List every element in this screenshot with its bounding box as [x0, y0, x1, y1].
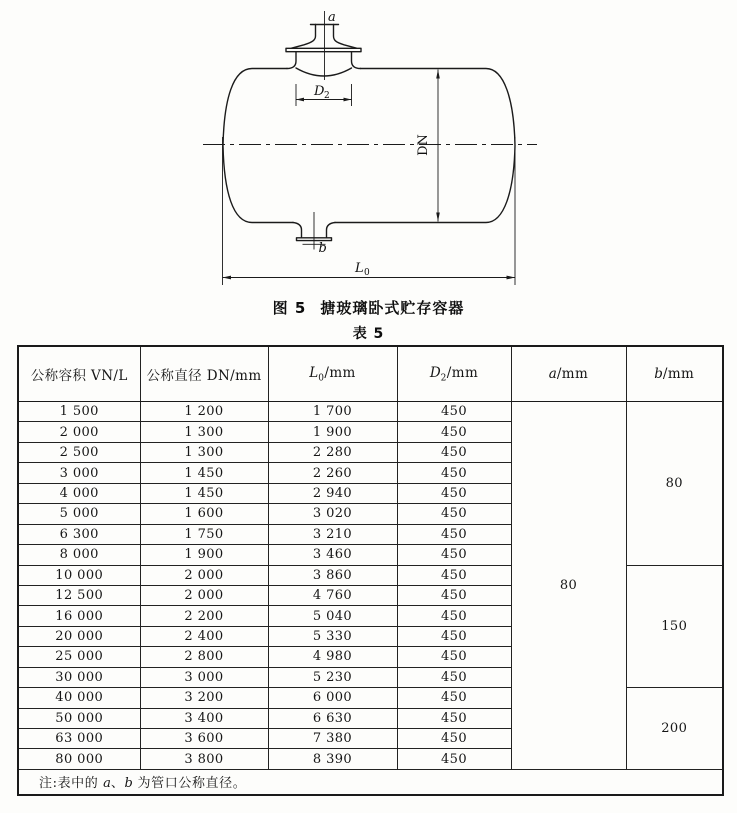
table-cell: 63 000 — [18, 729, 140, 749]
header-d2: $D_2/mm$ — [397, 346, 511, 402]
table-cell: 450 — [397, 463, 511, 483]
table-cell: 50 000 — [18, 708, 140, 728]
table-cell: 3 200 — [140, 688, 268, 708]
label-l0-sym: L — [355, 261, 364, 276]
header-b: b/mm — [626, 346, 723, 402]
b-col-merged-cell: 80 — [626, 402, 723, 566]
table-cell: 4 000 — [18, 483, 140, 503]
header-row — [18, 346, 723, 402]
table-caption: 表 5 — [352, 326, 385, 342]
header-a: a/mm — [511, 346, 626, 402]
table-cell: 450 — [397, 647, 511, 667]
table-cell: 20 000 — [18, 626, 140, 646]
table-cell: 6 000 — [268, 688, 397, 708]
table-cell: 4 760 — [268, 585, 397, 605]
dim-d2 — [296, 84, 352, 106]
table-cell: 5 330 — [268, 626, 397, 646]
header-l0: $L_0/mm$ — [268, 346, 397, 402]
figure-number: 图 5 — [272, 299, 307, 317]
table-note: 注:表中的 a、b 为管口公称直径。 — [18, 769, 723, 795]
table-cell: 2 260 — [268, 463, 397, 483]
table-cell: 1 450 — [140, 483, 268, 503]
table-cell: 5 040 — [268, 606, 397, 626]
table-cell: 4 980 — [268, 647, 397, 667]
table-cell: 450 — [397, 667, 511, 687]
table-cell: 1 700 — [268, 402, 397, 422]
table-body — [18, 402, 723, 770]
table-cell: 1 600 — [140, 504, 268, 524]
a-col-merged-cell: 80 — [511, 402, 626, 770]
spec-table — [17, 345, 724, 796]
table-cell: 1 750 — [140, 524, 268, 544]
table-cell: 1 300 — [140, 422, 268, 442]
label-top-nozzle: a — [328, 10, 336, 25]
dim-l0 — [223, 137, 516, 285]
table-cell: 450 — [397, 504, 511, 524]
table-cell: 450 — [397, 524, 511, 544]
table-cell: 2 400 — [140, 626, 268, 646]
table-cell: 30 000 — [18, 667, 140, 687]
table-cell: 3 400 — [140, 708, 268, 728]
table-cell: 10 000 — [18, 565, 140, 585]
table-cell: 3 000 — [140, 667, 268, 687]
table-cell: 80 000 — [18, 749, 140, 769]
table-cell: 450 — [397, 442, 511, 462]
table-cell: 1 900 — [140, 545, 268, 565]
table-cell: 40 000 — [18, 688, 140, 708]
table-cell: 2 000 — [140, 565, 268, 585]
table-cell: 1 200 — [140, 402, 268, 422]
table-cell: 3 210 — [268, 524, 397, 544]
label-d2-sub: 2 — [324, 91, 330, 101]
table-cell: 450 — [397, 422, 511, 442]
table-cell: 7 380 — [268, 729, 397, 749]
dim-dn — [416, 70, 440, 222]
table-cell: 450 — [397, 565, 511, 585]
table-cell: 450 — [397, 606, 511, 626]
table-cell: 5 000 — [18, 504, 140, 524]
table-cell: 6 300 — [18, 524, 140, 544]
figure-caption — [0, 297, 737, 318]
table-cell: 1 500 — [18, 402, 140, 422]
table-cell: 6 630 — [268, 708, 397, 728]
manway — [286, 10, 361, 80]
table-cell: 450 — [397, 545, 511, 565]
table-cell: 3 600 — [140, 729, 268, 749]
header-volume: 公称容积 VN/L — [18, 346, 140, 402]
table-cell: 1 450 — [140, 463, 268, 483]
table-cell: 1 900 — [268, 422, 397, 442]
b-col-merged-cell: 200 — [626, 688, 723, 770]
label-bottom-nozzle: b — [318, 241, 327, 256]
table-cell: 3 460 — [268, 545, 397, 565]
note-row — [18, 769, 723, 795]
table-cell: 3 020 — [268, 504, 397, 524]
table-cell: 8 390 — [268, 749, 397, 769]
bottom-nozzle — [293, 212, 335, 256]
table-cell: 2 940 — [268, 483, 397, 503]
header-diameter: 公称直径 DN/mm — [140, 346, 268, 402]
table-cell: 8 000 — [18, 545, 140, 565]
vessel-figure — [0, 0, 737, 293]
label-d2-sym: D — [314, 84, 325, 99]
table-cell: 450 — [397, 483, 511, 503]
table-cell: 2 500 — [18, 442, 140, 462]
table-cell: 450 — [397, 688, 511, 708]
table-cell: 450 — [397, 626, 511, 646]
label-dn: DN — [416, 134, 431, 156]
table-cell: 450 — [397, 402, 511, 422]
label-l0-sub: 0 — [364, 268, 370, 278]
table-cell: 450 — [397, 749, 511, 769]
table-cell: 450 — [397, 585, 511, 605]
table-cell: 2 800 — [140, 647, 268, 667]
tank-shell-left — [223, 69, 293, 223]
table-cell: 1 300 — [140, 442, 268, 462]
table-cell: 12 500 — [18, 585, 140, 605]
table-cell: 25 000 — [18, 647, 140, 667]
table-cell: 16 000 — [18, 606, 140, 626]
table-cell: 3 860 — [268, 565, 397, 585]
table-cell: 5 230 — [268, 667, 397, 687]
figure-title: 搪玻璃卧式贮存容器 — [320, 299, 465, 317]
table-cell: 2 200 — [140, 606, 268, 626]
table-cell: 2 000 — [140, 585, 268, 605]
table-cell: 3 000 — [18, 463, 140, 483]
table-cell: 2 000 — [18, 422, 140, 442]
b-col-merged-cell: 150 — [626, 565, 723, 688]
table-cell: 3 800 — [140, 749, 268, 769]
table-cell: 450 — [397, 729, 511, 749]
table-row — [18, 402, 723, 422]
table-cell: 450 — [397, 708, 511, 728]
table-cell: 2 280 — [268, 442, 397, 462]
